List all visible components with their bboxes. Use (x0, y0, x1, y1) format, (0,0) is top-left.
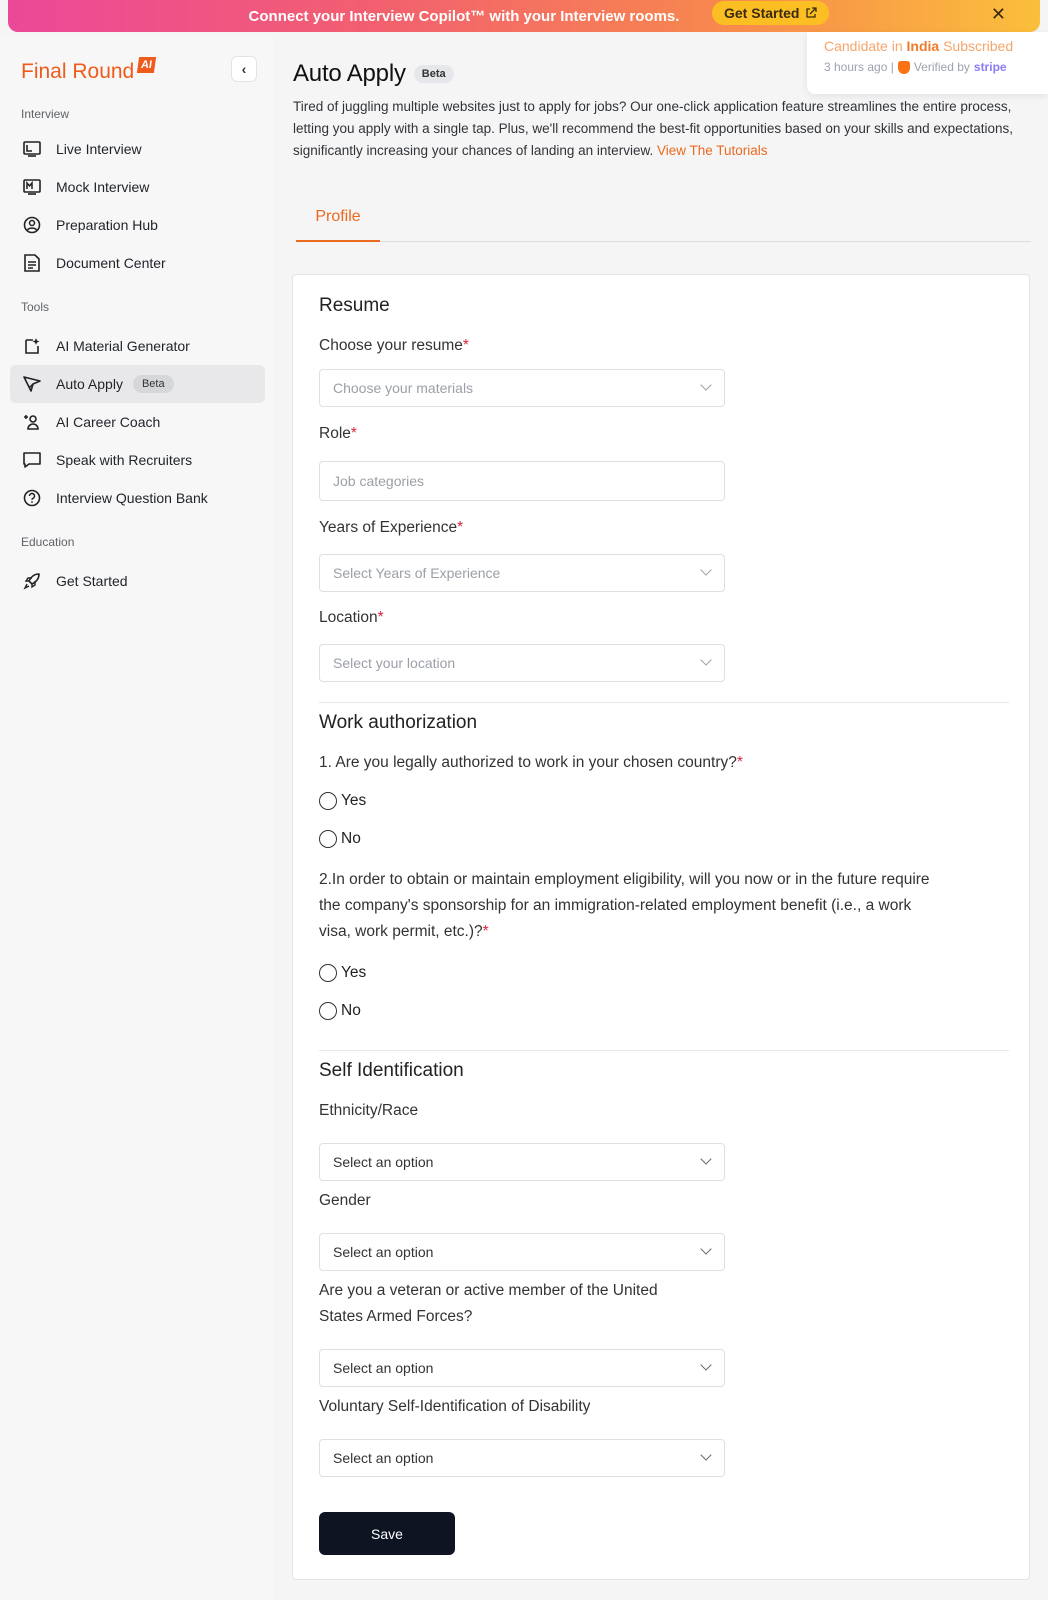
location-label: Location* (319, 609, 384, 626)
location-select[interactable]: Select your location (319, 644, 725, 682)
banner-text: Connect your Interview Copilot™ with your Interview rooms. (248, 7, 680, 25)
logo-ai-badge: AI (137, 57, 156, 73)
section-education: Education (21, 535, 75, 549)
years-select[interactable]: Select Years of Experience (319, 554, 725, 592)
chevron-down-icon (700, 1449, 711, 1460)
sidebar-item-interview-question-bank[interactable]: Interview Question Bank (10, 479, 265, 517)
chevron-down-icon (700, 1243, 711, 1254)
chevron-down-icon (700, 1359, 711, 1370)
collapse-sidebar-button[interactable] (231, 56, 257, 82)
toast-verified: Verified by (913, 60, 970, 74)
sparkle-doc-icon (22, 336, 42, 356)
rocket-icon (22, 571, 42, 591)
subscription-toast (807, 32, 1048, 94)
q2-yes-radio[interactable]: Yes (319, 964, 366, 982)
radio-circle (319, 792, 337, 810)
radio-circle (319, 1002, 337, 1020)
role-label: Role* (319, 425, 357, 442)
gender-select[interactable]: Select an option (319, 1233, 725, 1271)
section-tools: Tools (21, 300, 50, 314)
question-circle-icon (22, 488, 42, 508)
tab-profile[interactable]: Profile (296, 202, 380, 242)
shield-check-icon (898, 61, 910, 74)
page-title (293, 60, 454, 88)
sidebar-item-live-interview[interactable]: Live Interview (10, 130, 265, 168)
role-input[interactable]: Job categories (319, 461, 725, 501)
sidebar-item-ai-career-coach[interactable]: AI Career Coach (10, 403, 265, 441)
toast-time: 3 hours ago | (824, 60, 894, 74)
divider (319, 702, 1009, 703)
veteran-select[interactable]: Select an option (319, 1349, 725, 1387)
beta-badge: Beta (133, 375, 174, 393)
radio-circle (319, 964, 337, 982)
disability-label: Voluntary Self-Identification of Disability (319, 1398, 591, 1415)
chevron-left-icon: ‹ (241, 61, 247, 77)
page-title-text: Auto Apply (293, 60, 406, 87)
sidebar-item-mock-interview[interactable]: Mock Interview (10, 168, 265, 206)
view-tutorials-link[interactable]: View The Tutorials (656, 143, 768, 158)
page-description (293, 96, 1018, 162)
stripe-logo: stripe (973, 60, 1007, 74)
monitor-icon (22, 139, 42, 159)
question-2: 2.In order to obtain or maintain employment eligibility, will you now or in the future require the company's sponsorship for an immigration-related employment benefit (i.e., a work visa, work permit, etc.)?* (319, 871, 930, 940)
profile-form-card (292, 274, 1030, 1580)
banner-cta-label: Get Started (724, 5, 800, 21)
resume-heading: Resume (319, 295, 390, 316)
tab-bar (296, 202, 1031, 242)
self-identification-heading: Self Identification (319, 1060, 464, 1081)
sidebar-item-get-started[interactable]: Get Started (10, 562, 265, 600)
chevron-down-icon (700, 564, 711, 575)
sidebar-item-auto-apply[interactable]: Auto Apply Beta (10, 365, 265, 403)
resume-label: Choose your resume* (319, 337, 469, 354)
years-label: Years of Experience* (319, 519, 464, 536)
ethnicity-label: Ethnicity/Race (319, 1102, 419, 1119)
gender-label: Gender (319, 1192, 371, 1209)
work-authorization-heading: Work authorization (319, 712, 478, 733)
ethnicity-select[interactable]: Select an option (319, 1143, 725, 1181)
radio-circle (319, 830, 337, 848)
sidebar-item-preparation-hub[interactable]: Preparation Hub (10, 206, 265, 244)
section-interview: Interview (21, 107, 70, 121)
chevron-down-icon (700, 654, 711, 665)
chevron-down-icon (700, 1153, 711, 1164)
toast-meta (824, 60, 1048, 74)
sidebar (0, 36, 274, 1600)
toast-message: Candidate in India Subscribed (824, 38, 1014, 54)
q2-no-radio[interactable]: No (319, 1002, 361, 1020)
veteran-label: Are you a veteran or active member of the United States Armed Forces? (319, 1282, 658, 1325)
banner-close-icon[interactable]: ✕ (990, 4, 1006, 24)
sidebar-item-document-center[interactable]: Document Center (10, 244, 265, 282)
user-add-icon (22, 412, 42, 432)
resume-select[interactable]: Choose your materials (319, 369, 725, 407)
external-link-icon (805, 7, 817, 19)
chevron-down-icon (700, 379, 711, 390)
save-button[interactable]: Save (319, 1512, 455, 1555)
question-1: 1. Are you legally authorized to work in your chosen country?* (319, 754, 743, 771)
description-text: Tired of juggling multiple websites just to apply for jobs? Our one-click application feature streamlines the entire process, letting you apply with a single tap. Plus, we'll recommend the best-fit opportunities based on your skills and expectations, significantly increasing your chances of landing an interview. (293, 99, 1013, 158)
document-icon (22, 253, 42, 273)
q1-yes-radio[interactable]: Yes (319, 792, 366, 810)
chat-bubble-icon (22, 450, 42, 470)
divider (319, 1050, 1009, 1051)
q1-no-radio[interactable]: No (319, 830, 361, 848)
user-circle-icon (22, 215, 42, 235)
disability-select[interactable]: Select an option (319, 1439, 725, 1477)
mock-screen-icon (22, 177, 42, 197)
title-beta-badge: Beta (414, 65, 454, 83)
send-icon (22, 374, 42, 394)
banner-get-started-button[interactable] (712, 1, 829, 25)
logo[interactable]: Final Round AI (21, 60, 155, 84)
promo-banner (8, 0, 1040, 32)
sidebar-item-speak-with-recruiters[interactable]: Speak with Recruiters (10, 441, 265, 479)
sidebar-item-ai-material-generator[interactable]: AI Material Generator (10, 327, 265, 365)
